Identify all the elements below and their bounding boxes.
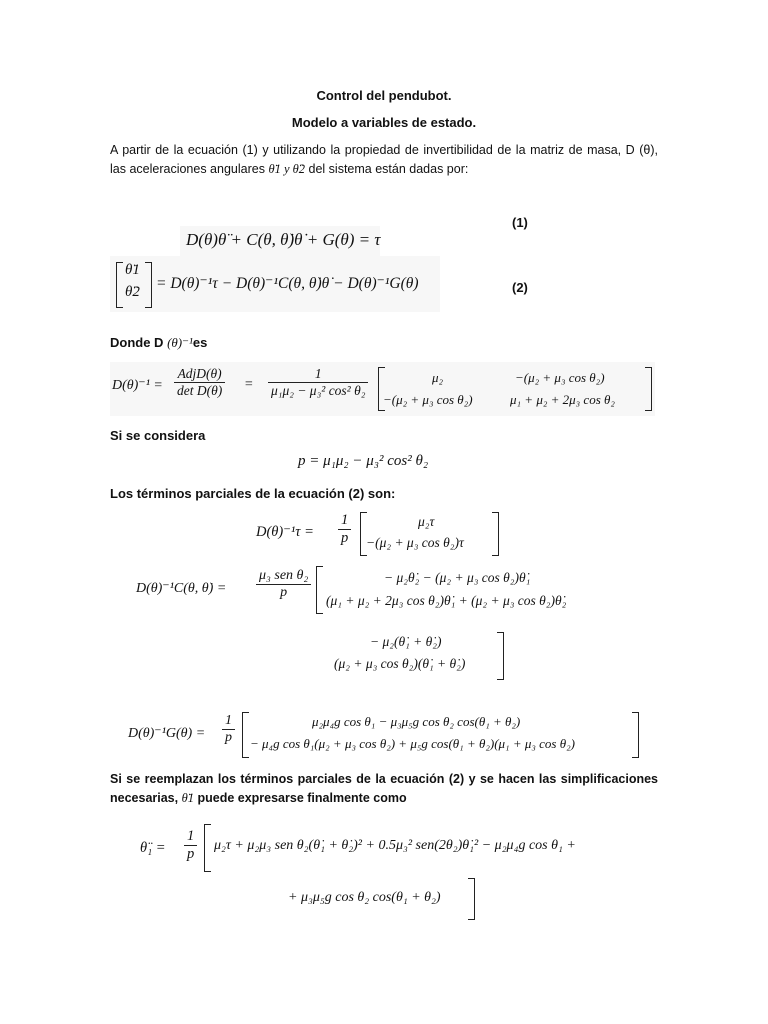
equation-2-lhs-bottom: θ̈2 xyxy=(125,284,140,300)
g-left-bracket xyxy=(242,712,249,758)
page-title: Control del pendubot. xyxy=(316,88,452,103)
inverse-frac2-den: μ₁μ₂ − μ₃² cos² θ₂ xyxy=(271,383,366,398)
c-frac-den: p xyxy=(280,585,288,600)
final-lhs: θ̈₁ = xyxy=(140,840,166,856)
inverse-m22: μ₁ + μ₂ + 2μ₃ cos θ₂ xyxy=(510,392,615,407)
intro-symbols: θ̈1 y θ̈2 xyxy=(268,162,306,176)
inverse-m12: −(μ₂ + μ₃ cos θ₂) xyxy=(515,370,605,385)
terminos-text: Los términos parciales de la ecuación (2) son: xyxy=(110,486,396,501)
equation-2-rhs: = D(θ)⁻¹τ − D(θ)⁻¹C(θ, θ̇)θ̇ − D(θ)⁻¹G(θ) xyxy=(156,275,419,292)
c-left-bracket-1 xyxy=(316,566,323,614)
donde-line xyxy=(110,335,207,351)
final-line-2: + μ₃μ₅g cos θ₂ cos(θ₁ + θ₂) xyxy=(288,890,441,905)
inverse-frac1-den: det D(θ) xyxy=(177,383,223,398)
tau-frac-den: p xyxy=(341,530,349,546)
g-lhs: D(θ)⁻¹G(θ) = xyxy=(128,726,206,741)
donde-text-b: es xyxy=(192,335,208,350)
final-frac-den: p xyxy=(187,846,195,862)
equation-2-right-bracket xyxy=(145,262,152,308)
inverse-frac1 xyxy=(174,366,225,399)
inverse-frac1-num: AdjD(θ) xyxy=(174,366,225,383)
tau-lhs: D(θ)⁻¹τ = xyxy=(256,524,314,540)
g-frac-den: p xyxy=(225,730,232,745)
c-r1c1: − μ₂θ̇₂ − (μ₂ + μ₃ cos θ₂)θ̇₁ xyxy=(384,570,531,585)
donde-symbol: (θ)⁻¹ xyxy=(167,335,193,350)
g-bottom: − μ₄g cos θ₁(μ₂ + μ₃ cos θ₂) + μ₅g cos(θ₁ + θ₂)(μ₁ + μ₃ cos θ₂) xyxy=(250,736,575,751)
final-text-a: Si se reemplazan los términos parciales de la ecuación (2) y se hacen las simplificaciones necesarias, xyxy=(110,772,658,805)
si-considera-text: Si se considera xyxy=(110,428,206,443)
inverse-frac2 xyxy=(268,366,368,399)
equation-2-left-bracket xyxy=(116,262,123,308)
equation-1-number: (1) xyxy=(512,215,528,230)
equation-2-lhs-top: θ̈1 xyxy=(125,262,140,278)
intro-paragraph xyxy=(110,141,658,179)
tau-frac-num: 1 xyxy=(338,512,351,530)
c-right-bracket-2 xyxy=(497,632,504,680)
final-text-b: puede expresarse finalmente como xyxy=(197,791,407,805)
g-frac xyxy=(222,713,235,746)
final-symbol: θ̈1 xyxy=(181,791,194,805)
tau-frac xyxy=(338,512,351,547)
tau-top: μ₂τ xyxy=(418,514,435,529)
inverse-frac2-num: 1 xyxy=(268,366,368,383)
inverse-matrix-right-bracket xyxy=(645,367,652,411)
final-right-bracket xyxy=(468,878,475,920)
intro-text-a: A partir de la ecuación (1) y utilizando la propiedad de invertibilidad de la matriz de masa, D (θ), las aceleraciones angulares xyxy=(110,143,658,176)
g-right-bracket xyxy=(632,712,639,758)
equation-1: D(θ)θ̈ + C(θ, θ̇)θ̇ + G(θ) = τ xyxy=(186,230,381,249)
c-frac xyxy=(256,568,311,601)
inverse-m11: μ₂ xyxy=(432,370,444,385)
c-r2c1: (μ₁ + μ₂ + 2μ₃ cos θ₂)θ̇₁ + (μ₂ + μ₃ cos θ₂)θ̇₂ xyxy=(326,593,567,608)
final-left-bracket xyxy=(204,824,211,872)
c-r2c2: (μ₂ + μ₃ cos θ₂)(θ̇₁ + θ̇₂) xyxy=(334,656,466,671)
donde-text: Donde D xyxy=(110,335,164,350)
final-line-1: μ₂τ + μ₂μ₃ sen θ₂(θ̇₁ + θ̇₂)² + 0.5μ₃² sen(2θ₂)θ̇₁² − μ₂μ₄g cos θ₁ + xyxy=(214,838,576,853)
g-top: μ₂μ₄g cos θ₁ − μ₃μ₅g cos θ₂ cos(θ₁ + θ₂) xyxy=(312,714,521,729)
inverse-m21: −(μ₂ + μ₃ cos θ₂) xyxy=(383,392,473,407)
c-frac-num: μ₃ sen θ₂ xyxy=(256,568,311,585)
g-frac-num: 1 xyxy=(222,713,235,730)
inverse-equals: = xyxy=(244,377,254,392)
tau-bottom: −(μ₂ + μ₃ cos θ₂)τ xyxy=(366,535,464,550)
equation-2-number: (2) xyxy=(512,280,528,295)
c-r1c2: − μ₂(θ̇₁ + θ̇₂) xyxy=(370,634,442,649)
final-paragraph xyxy=(110,770,658,808)
intro-text-b: del sistema están dadas por: xyxy=(308,162,469,176)
final-frac xyxy=(184,828,197,863)
tau-right-bracket xyxy=(492,512,499,556)
final-frac-num: 1 xyxy=(184,828,197,846)
inverse-lhs: D(θ)⁻¹ = xyxy=(112,378,163,393)
c-lhs: D(θ)⁻¹C(θ, θ̇) = xyxy=(136,581,227,596)
p-equation: p = μ₁μ₂ − μ₃² cos² θ₂ xyxy=(298,453,429,469)
page-subtitle: Modelo a variables de estado. xyxy=(291,115,477,130)
